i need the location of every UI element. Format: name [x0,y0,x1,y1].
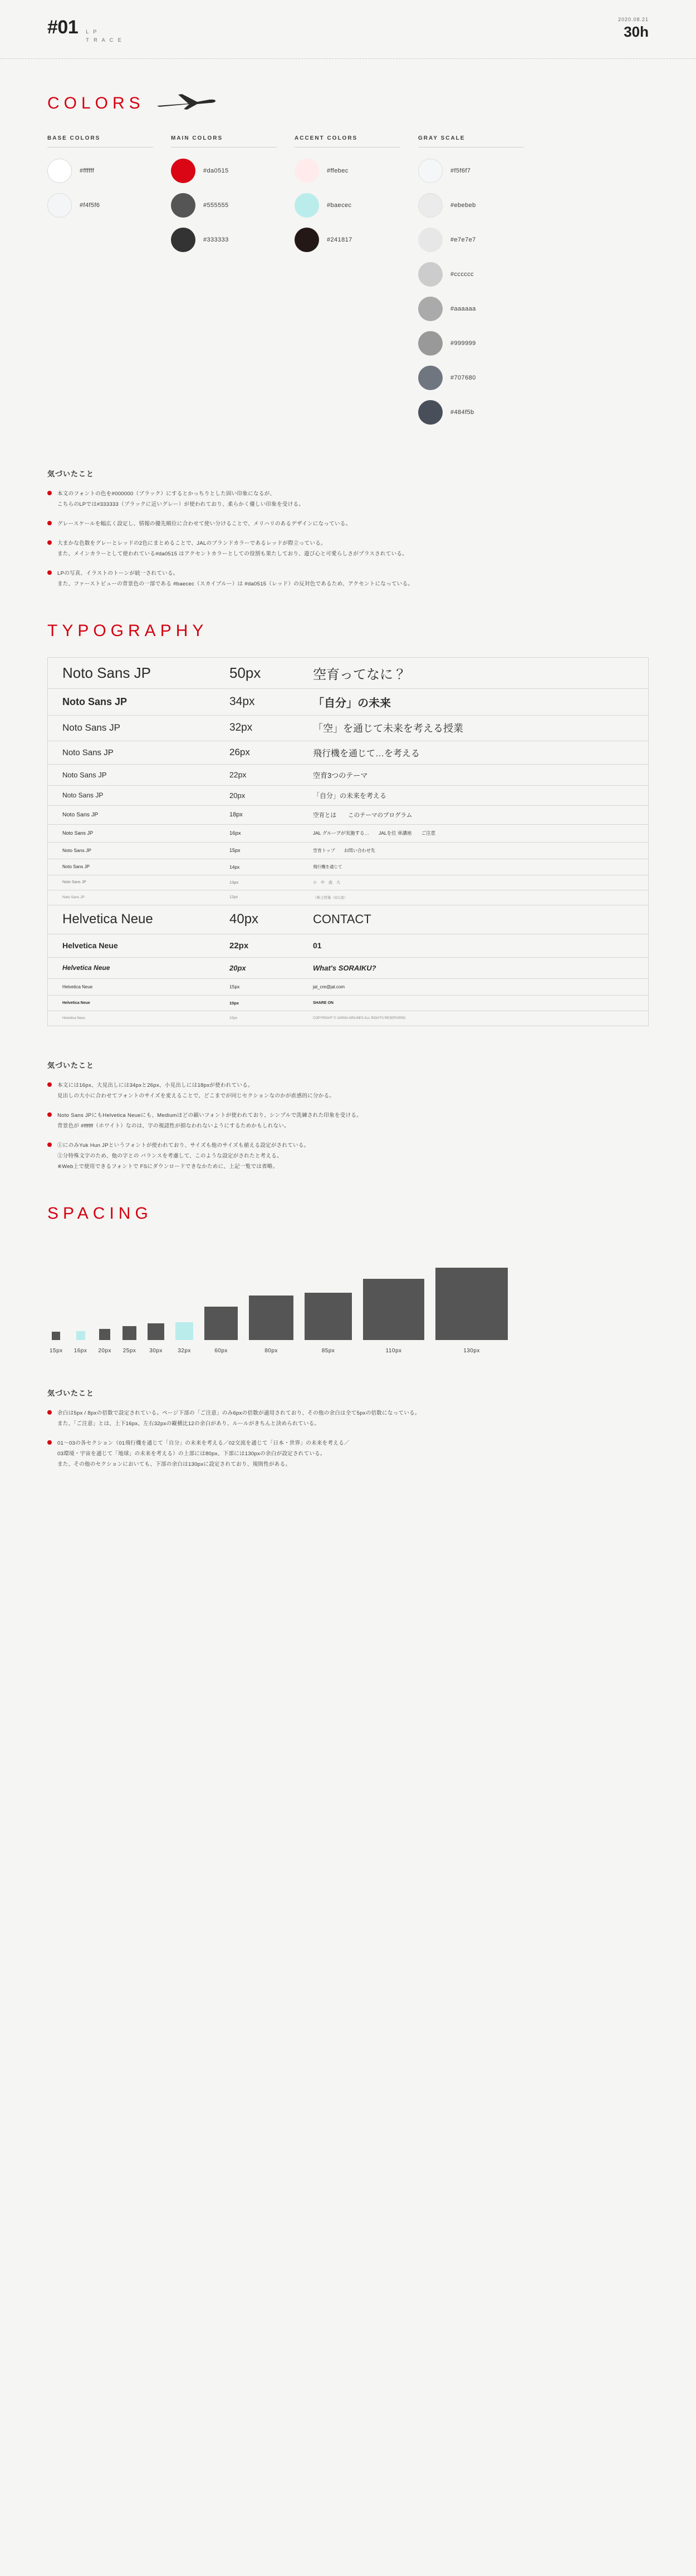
color-column-gray [418,135,542,435]
note-text [57,1080,335,1101]
bullet-icon [47,521,52,525]
spacing-item [363,1279,424,1354]
swatch-row [47,159,171,183]
font-name: Noto Sans JP [62,811,99,819]
table-row [48,1011,648,1026]
note-line: ※Web上で使用できるフォントで FSにダウンロードできなかために、上記一覧では省略。 [57,1163,278,1170]
note-item [47,538,649,559]
color-swatch [418,159,443,183]
swatch-row [47,193,171,218]
font-size: 34px [229,695,255,708]
spacing-section-title: SPACING [47,1204,153,1223]
spacing-box [52,1332,60,1340]
note-line: 本文には16px、大見出しには34pxと26px、小見出しには18pxが使われている。 [57,1082,253,1088]
color-swatch [418,193,443,218]
table-row [48,765,648,786]
note-text [57,1438,350,1470]
spacing-item [148,1323,164,1354]
swatch-row [295,159,418,183]
spacing-label: 16px [73,1347,87,1354]
spacing-box [148,1323,164,1340]
bullet-icon [47,1082,52,1087]
font-sample: 空育ってなに？ [313,667,406,682]
note-line: 本文のフォントの色を#000000（ブラック）にするとかっちりとした固い印象になるが、 [57,490,276,497]
airplane-icon [156,91,217,113]
spacing-label: 15px [50,1347,63,1354]
note-line: 01〜03の各セクション（01飛行機を通じて「自分」の未来を考える／02交流を通じて「日本・世界」の未来を考える／ [57,1440,350,1446]
note-item [47,1080,649,1101]
font-size: 40px [229,912,259,927]
swatch-row [418,228,542,252]
color-swatch [171,193,195,218]
color-swatch [295,159,319,183]
table-row [48,890,648,905]
font-sample: jal_cre@jal.com [313,984,345,989]
color-swatch [418,400,443,425]
font-sample: 空育3つのテーマ [313,771,368,780]
note-line: 大まかな色数をグレーとレッドの2色にまとめることで、JALのブランドカラーであるレッドが際立っている。 [57,540,326,546]
spacing-label: 60px [214,1347,228,1354]
swatch-row [171,159,295,183]
spacing-title-row [47,1204,649,1223]
note-line: また、その他のセクションにおいても、下部の余白は130pxに設定されており、規則性がある。 [57,1461,291,1467]
table-row [48,934,648,958]
note-item [47,519,649,529]
color-swatch-label: #333333 [203,236,229,243]
color-swatch-label: #baecec [327,201,352,209]
note-item [47,1408,649,1429]
page-date: 2020.08.21 [617,17,649,22]
spacing-label: 30px [149,1347,163,1354]
color-swatch-label: #484f5b [450,408,474,416]
spacing-box [305,1293,352,1340]
color-column-title: GRAY SCALE [418,135,524,147]
color-swatch-label: #da0515 [203,167,229,174]
header-right-group [618,17,649,41]
bullet-icon [47,1142,52,1147]
spacing-item [74,1331,87,1354]
swatch-row [418,262,542,287]
note-line: LPの写真、イラストのトーンが統一されている。 [57,570,179,577]
table-row [48,958,648,979]
note-line: ①にのみYuk Hun JPというフォントが使われており、サイズも他のサイズも値える設定がされている。 [57,1142,310,1149]
font-name: Noto Sans JP [62,722,120,733]
note-line: 見出しの大小に合わせてフォントのサイズを変えることで、どこまでが同じセクションなのかが直感的に分かる。 [57,1092,335,1099]
font-size: 14px [229,864,240,870]
table-row [48,859,648,875]
typography-section-title: TYPOGRAPHY [47,621,208,640]
font-name: Helvetica Neue [62,912,153,927]
font-size: 12px [229,895,238,900]
color-swatch-label: #ffebec [327,167,349,174]
note-text [57,568,413,589]
page-subtitle [86,28,122,46]
color-swatch-label: #707680 [450,374,476,381]
table-row [48,716,648,741]
font-name: Noto Sans JP [62,864,90,870]
bullet-icon [47,1410,52,1415]
font-sample: JAL グループが実施する… JALを位 車講座 ご注意 [313,830,436,836]
font-size: 26px [229,747,250,758]
note-item [47,1140,649,1172]
typography-notes-title: 気づいたこと [47,1061,95,1070]
note-text [57,519,351,529]
spacing-item [204,1307,238,1354]
color-column-title: BASE COLORS [47,135,153,147]
swatch-row [171,193,295,218]
spacing-box [435,1268,508,1340]
table-row [48,786,648,806]
spacing-notes-title: 気づいたこと [47,1388,95,1397]
font-name: Noto Sans JP [62,791,104,800]
table-row [48,689,648,716]
font-name: Helvetica Neue [62,1016,85,1020]
font-name: Noto Sans JP [62,848,91,854]
table-row [48,979,648,996]
font-sample: CONTACT [313,912,371,927]
spacing-box [99,1329,110,1340]
spacing-item [249,1296,293,1354]
table-row [48,806,648,825]
font-size: 16px [229,830,241,836]
color-swatch [418,297,443,321]
color-column-main [171,135,295,435]
font-sample: SHARE ON [313,1001,334,1005]
note-text [57,1408,420,1429]
color-swatch-label: #241817 [327,236,352,243]
spacing-label: 130px [463,1347,480,1354]
note-line: また、メインカラーとして使われている#da0515 はアクセントカラーとしての役割も果たしており、遊び心と可愛らしさがプラスされている。 [57,550,408,557]
swatch-row [418,159,542,183]
color-swatch-label: #ebebeb [450,201,476,209]
font-name: Noto Sans JP [62,696,128,707]
spacing-item [98,1329,111,1354]
table-row [48,843,648,859]
font-size: 50px [229,664,261,681]
color-column-title: ACCENT COLORS [295,135,400,147]
font-name: Noto Sans JP [62,830,94,836]
color-swatch [418,366,443,390]
table-row [48,996,648,1011]
swatch-row [171,228,295,252]
bullet-icon [47,1112,52,1117]
note-text [57,538,408,559]
font-size: 18px [229,811,243,819]
color-swatch-label: #cccccc [450,270,474,278]
colors-section-title: COLORS [47,94,145,113]
font-name: Helvetica Neue [62,1001,90,1005]
swatch-row [418,193,542,218]
table-row [48,741,648,765]
font-name: Noto Sans JP [62,880,86,885]
note-line: また、ファーストビューの背景色の一部である #baecec（スカイブルー）は #da0515（レッド）の反対色であるため、アクセントになっている。 [57,580,414,587]
spacing-scale [47,1268,649,1354]
color-swatch-label: #ffffff [80,167,95,174]
color-swatch [171,159,195,183]
font-name: Helvetica Neue [62,984,93,989]
spacing-label: 80px [264,1347,278,1354]
spacing-item [122,1326,136,1354]
spacing-label: 85px [321,1347,335,1354]
spacing-section [0,1204,696,1470]
table-row [48,875,648,890]
font-sample: 空育トップ お問い合わせ先 [313,848,375,853]
note-line: また、「ご注意」とは、上下16px、左右32pxの縦横比12の余白があり、ルールがきちんと決められている。 [57,1420,320,1427]
color-swatch-label: #f5f6f7 [450,167,471,174]
font-size: 32px [229,722,253,734]
color-column-base [47,135,171,435]
page-subtitle-line2: T R A C E [86,37,123,43]
table-row [48,658,648,689]
spacing-label: 20px [98,1347,112,1354]
color-columns [47,135,649,435]
font-sample: 「自分」の未来を考える [313,791,387,800]
font-sample: 空育とは このテーマのプログラム [313,811,413,819]
color-swatch [171,228,195,252]
color-swatch [418,262,443,287]
color-swatch [418,228,443,252]
font-size: 15px [229,848,241,854]
font-size: 10px [229,1016,238,1021]
spacing-label: 25px [122,1347,136,1354]
font-size: 13px [229,880,239,885]
color-swatch-label: #999999 [450,339,476,347]
font-name: Helvetica Neue [62,941,118,950]
note-line: 背景色が #ffffff（ホワイト）なのは、字の視認性が損なわれないようにするためかもしれない。 [57,1122,290,1129]
font-sample: 小 中 高 大 [313,880,340,885]
color-column-accent [295,135,418,435]
note-line: 余白は5px / 8pxの倍数で設定されている。ページ下部の「ご注意」のみ6pxの倍数が適用されており、その他の余白は全て5pxの倍数になっている。 [57,1410,420,1416]
font-sample: 飛行機を通じて…を考える [313,748,420,758]
swatch-row [295,228,418,252]
swatch-row [418,366,542,390]
swatch-row [295,193,418,218]
font-sample: 01 [313,941,322,950]
color-swatch-label: #aaaaaa [450,305,476,312]
spacing-box [175,1322,193,1340]
typography-table [47,657,649,1026]
spacing-label: 110px [385,1347,402,1354]
color-swatch [47,159,72,183]
font-size: 20px [229,791,246,800]
font-name: Helvetica Neue [62,964,110,972]
note-line: Noto Sans JPにもHelvetica Neueにも、Mediumほどの細いフォントが使われており、シンプルで洗練された印象を受ける。 [57,1112,362,1119]
typography-title-row [47,622,649,641]
note-line: こちらのLPでは#333333（ブラックに近いグレー）が使われており、柔らかく優しい印象を受ける。 [57,501,305,508]
font-sample: COPYRIGHT © JAPAN AIRLINES ALL RIGHTS RESERVERD. [313,1016,406,1020]
note-item [47,1110,649,1131]
note-line: 03環境・宇宙を通じて「地球」の未来を考える）の上部には80px、下部には130pxの余白が設定されている。 [57,1450,326,1457]
page-hours: 30h [624,23,649,40]
font-name: Noto Sans JP [62,747,114,757]
spacing-item [50,1332,63,1354]
note-item [47,489,649,510]
font-size: 20px [229,963,246,972]
color-swatch [47,193,72,218]
colors-notes-title: 気づいたこと [47,469,95,478]
bullet-icon [47,540,52,545]
font-size: 22px [229,940,249,950]
font-name: Noto Sans JP [62,664,151,681]
note-item [47,1438,649,1470]
page-subtitle-line1: L P [86,29,99,35]
header-left-group [47,17,123,46]
bullet-icon [47,570,52,575]
font-sample: 「空」を通じて未来を考える授業 [313,723,463,735]
spacing-box [76,1331,85,1340]
colors-section [0,91,696,589]
font-sample: 「自分」の未来 [313,697,391,710]
font-sample: 飛行機を通じて [313,864,342,870]
table-row [48,905,648,934]
color-swatch [295,228,319,252]
table-row [48,825,648,843]
note-text [57,489,304,510]
note-line: グレースケールを幅広く設定し、情報の優先順位に合わせて使い分けることで、メリハリのあるデザインになっている。 [57,520,351,527]
color-swatch-label: #e7e7e7 [450,236,476,243]
font-name: Noto Sans JP [62,895,85,900]
spacing-box [204,1307,238,1340]
note-text [57,1110,362,1131]
color-swatch [418,331,443,356]
spacing-box [249,1296,293,1340]
color-swatch [295,193,319,218]
spacing-label: 32px [178,1347,191,1354]
font-sample: What's SORAIKU? [313,963,376,972]
page-header [0,0,696,59]
note-line: ②分特殊文字のため、他の字との バランスを考慮して、このような設定がされたと考える。 [57,1152,282,1159]
color-swatch-label: #555555 [203,201,229,209]
note-text [57,1140,309,1172]
spacing-box [122,1326,136,1340]
bullet-icon [47,1440,52,1445]
swatch-row [418,297,542,321]
spacing-item [435,1268,508,1354]
colors-title-row [47,91,649,116]
typography-section [0,622,696,1172]
font-size: 10px [229,1000,239,1006]
spacing-item [175,1322,193,1354]
page-number: #01 [47,17,79,38]
swatch-row [418,400,542,425]
color-swatch-label: #f4f5f6 [80,201,100,209]
swatch-row [418,331,542,356]
font-sample: （株主特集（ICL別） [313,896,348,900]
spacing-item [305,1293,352,1354]
note-item [47,568,649,589]
font-size: 15px [229,984,240,990]
font-size: 22px [229,770,247,780]
spacing-box [363,1279,424,1340]
color-column-title: MAIN COLORS [171,135,277,147]
bullet-icon [47,491,52,495]
font-name: Noto Sans JP [62,770,107,779]
